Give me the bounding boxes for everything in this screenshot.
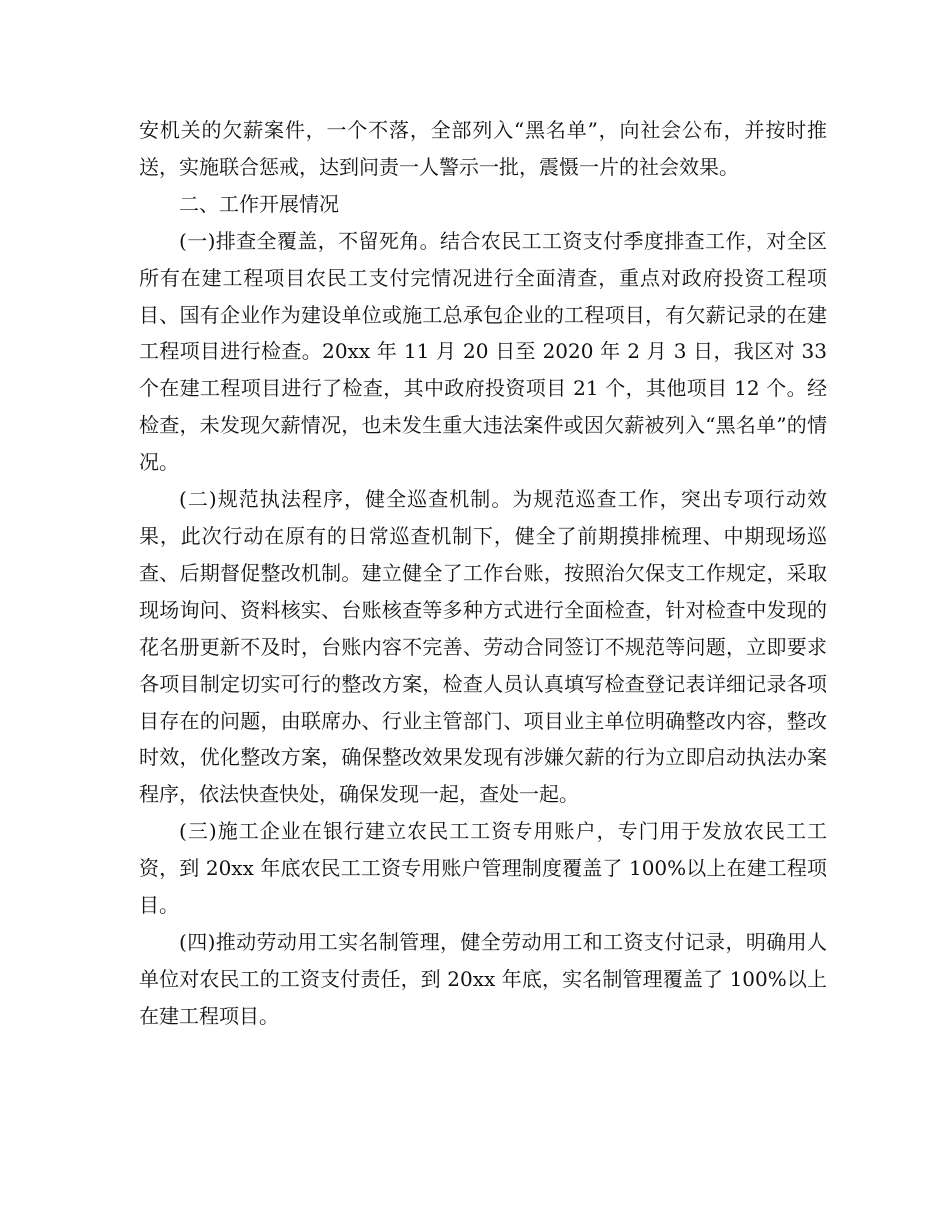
paragraph-2: (二)规范执法程序，健全巡查机制。为规范巡查工作，突出专项行动效果，此次行动在原有的日常巡查机制下，健全了前期摸排梳理、中期现场巡查、后期督促整改机制。建立健全了工作台账，按照治欠保支工作规定，采取现场询问、资料核实、台账核查等多种方式进行全面检查，针对检查中发现的花名册更新不及时，台账内容不完善、劳动合同签订不规范等问题，立即要求各项目制定切实可行的整改方案，检查人员认真填写检查登记表详细记录各项目存在的问题，由联席办、行业主管部门、项目业主单位明确整改内容，整改时效，优化整改方案，确保整改效果发现有涉嫌欠薪的行为立即启动执法办案程序，依法快查快处，确保发现一起，查处一起。 xyxy=(139,487,827,807)
paragraph-1: (一)排查全覆盖，不留死角。结合农民工工资支付季度排查工作，对全区所有在建工程项目农民工支付完情况进行全面清查，重点对政府投资工程项目、国有企业作为建设单位或施工总承包企业的工程项目，有欠薪记录的在建工程项目进行检查。20xx 年 11 月 20 日至 2020 年 2 月 3 日，我区对 33 个在建工程项目进行了检查，其中政府投资项目 21 个，其他项目 12 个。经检查，未发现欠薪情况，也未发生重大违法案件或因欠薪被列入“黑名单”的情况。 xyxy=(139,228,827,475)
paragraph-4: (四)推动劳动用工实名制管理，健全劳动用工和工资支付记录，明确用人单位对农民工的工资支付责任，到 20xx 年底，实名制管理覆盖了 100%以上在建工程项目。 xyxy=(139,929,827,1028)
document-body xyxy=(139,112,827,1035)
paragraph-3: (三)施工企业在银行建立农民工工资专用账户，专门用于发放农民工工资，到 20xx 年底农民工工资专用账户管理制度覆盖了 100%以上在建工程项目。 xyxy=(139,819,827,918)
section-heading: 二、工作开展情况 xyxy=(179,191,339,216)
paragraph-continuation: 安机关的欠薪案件，一个不落，全部列入“黑名单”，向社会公布，并按时推送，实施联合惩戒，达到问责一人警示一批，震慑一片的社会效果。 xyxy=(139,118,827,179)
